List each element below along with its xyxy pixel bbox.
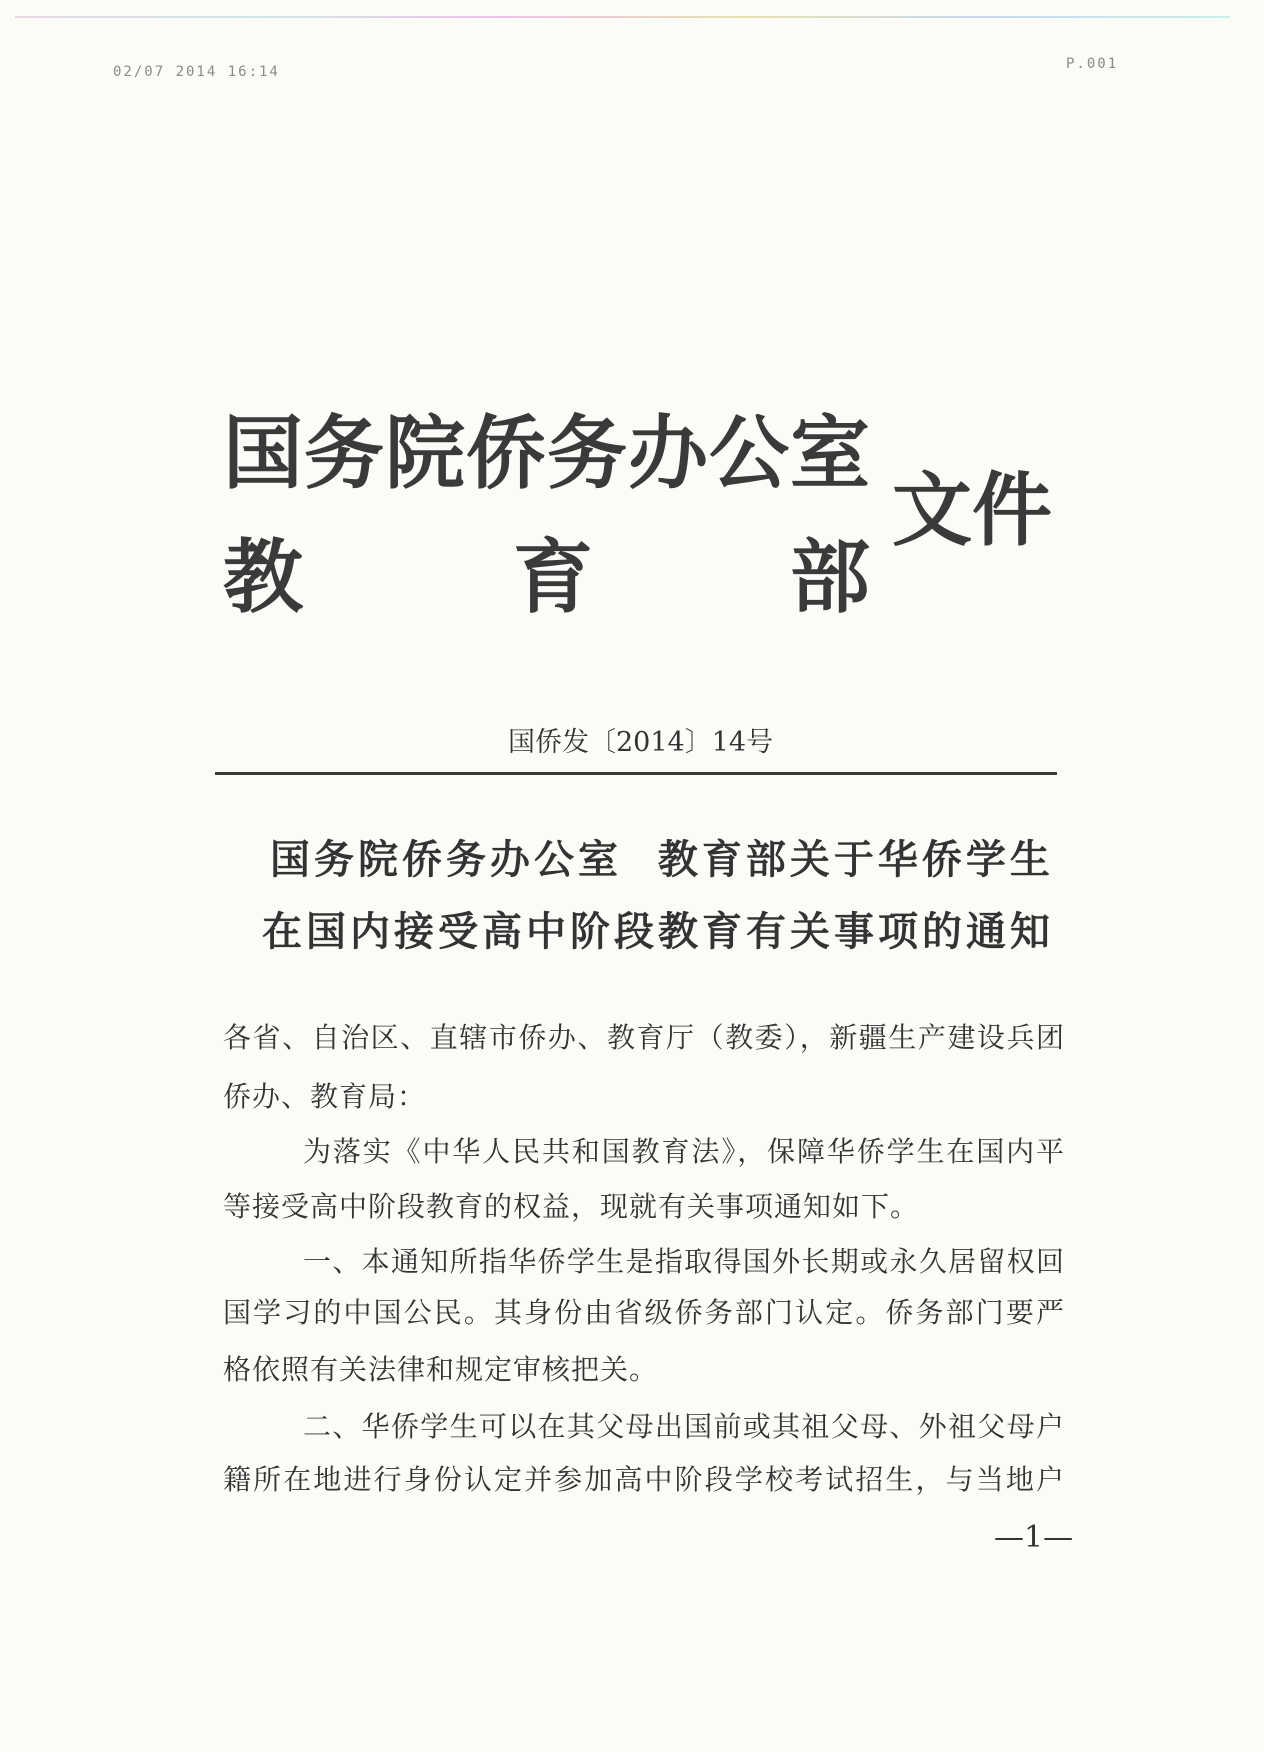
fax-page: P.001 xyxy=(1066,56,1119,72)
headline-line-2: 在国内接受高中阶段教育有关事项的通知 xyxy=(262,908,1054,955)
letterhead-suffix: 文件 xyxy=(892,463,1052,557)
body-line: 籍所在地进行身份认定并参加高中阶段学校考试招生，与当地户 xyxy=(223,1463,1065,1496)
letterhead-issuer-1: 国务院侨务办公室 xyxy=(223,406,871,500)
body-line: 侨办、教育局： xyxy=(223,1080,427,1113)
document-number: 国侨发〔2014〕14号 xyxy=(508,727,774,758)
red-head-rule xyxy=(215,772,1057,775)
body-line: 国学习的中国公民。其身份由省级侨务部门认定。侨务部门要严 xyxy=(223,1296,1065,1329)
letterhead-issuer-2-char: 教 xyxy=(223,530,303,624)
body-line: 二、华侨学生可以在其父母出国前或其祖父母、外祖父母户 xyxy=(303,1410,1065,1443)
fax-datetime: 02/07 2014 16:14 xyxy=(113,64,280,80)
body-line: 等接受高中阶段教育的权益，现就有关事项通知如下。 xyxy=(223,1190,920,1223)
page-number: —1— xyxy=(994,1520,1074,1555)
body-line: 各省、自治区、直辖市侨办、教育厅（教委），新疆生产建设兵团 xyxy=(223,1021,1065,1054)
body-line: 格依照有关法律和规定审核把关。 xyxy=(223,1353,659,1386)
headline-line-1: 国务院侨务办公室 教育部关于华侨学生 xyxy=(270,836,1054,883)
body-line: 一、本通知所指华侨学生是指取得国外长期或永久居留权回 xyxy=(303,1245,1065,1278)
body-line: 为落实《中华人民共和国教育法》，保障华侨学生在国内平 xyxy=(303,1135,1065,1168)
letterhead-issuer-2-char: 部 xyxy=(790,530,870,624)
scan-edge-line xyxy=(15,16,1230,18)
letterhead-issuer-2-char: 育 xyxy=(513,530,593,624)
